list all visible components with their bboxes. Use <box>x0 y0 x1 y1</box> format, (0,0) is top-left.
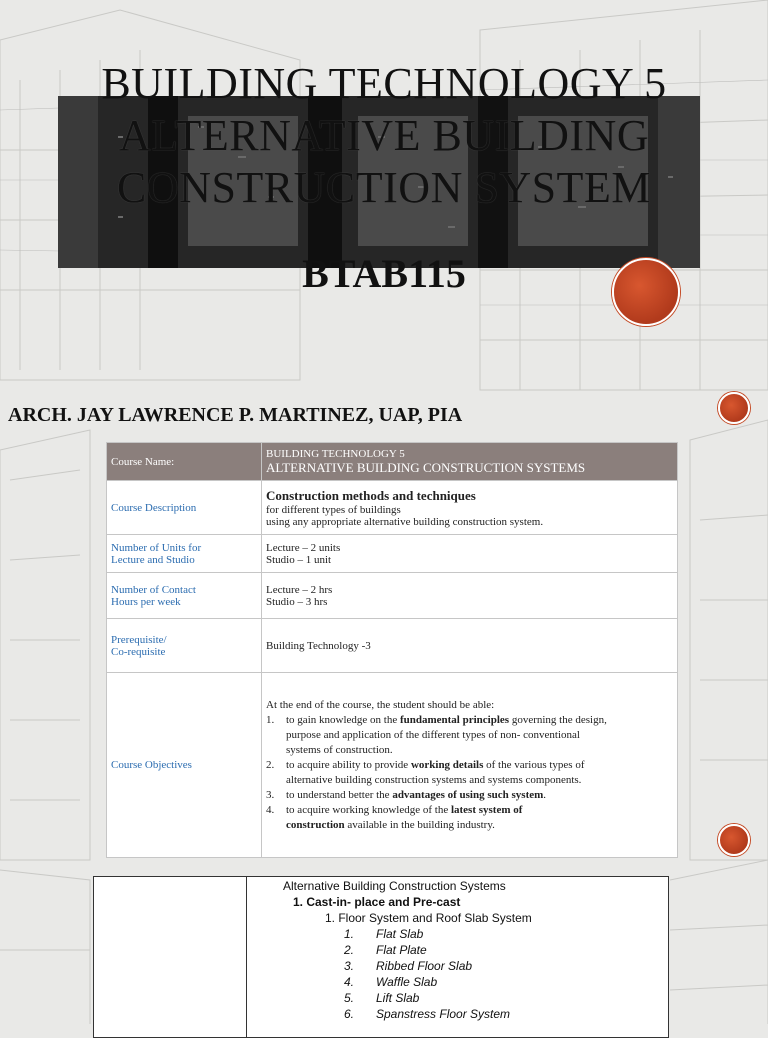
row-label: Course Name: <box>107 443 262 481</box>
empty-left-column <box>94 877 247 1037</box>
outline-item-label: Waffle Slab <box>376 975 438 989</box>
course-name-line-1: BUILDING TECHNOLOGY 5 <box>266 447 405 460</box>
decorative-circle-icon <box>612 258 680 326</box>
item-text: systems of construction. <box>286 743 393 756</box>
row-label <box>107 535 262 573</box>
row-label: Course Description <box>107 481 262 535</box>
decorative-circle-icon <box>718 392 750 424</box>
course-info-table <box>106 442 678 858</box>
title-line-2: ALTERNATIVE BUILDING <box>118 111 650 160</box>
outline-item-number: 3. <box>344 959 355 973</box>
item-number: 2. <box>266 758 275 771</box>
description-line: using any appropriate alternative building construction system. <box>266 515 544 528</box>
item-text: purpose and application of the different types of non- conventional <box>286 728 580 741</box>
outline-item-number: 6. <box>344 1007 355 1021</box>
item-text: of the various types of <box>483 758 585 771</box>
outline-item-label: Flat Plate <box>376 943 427 957</box>
description-line: for different types of buildings <box>266 503 401 516</box>
objectives-intro: At the end of the course, the student should be able: <box>266 698 495 711</box>
item-bold-text: latest system of <box>450 803 523 816</box>
outline-item-label: Lift Slab <box>376 991 420 1005</box>
course-description-value <box>262 481 678 535</box>
title-slide <box>0 0 768 395</box>
title-line-1: BUILDING TECHNOLOGY 5 <box>101 59 667 108</box>
outline-item-number: 2. <box>344 943 355 957</box>
value-line: Lecture – 2 units <box>266 541 341 554</box>
decorative-circle-icon <box>718 824 750 856</box>
item-text: available in the building industry. <box>344 818 495 831</box>
outline-subsection: 1. Floor System and Roof Slab System <box>325 911 532 925</box>
construction-systems-table <box>93 876 669 1038</box>
table-row <box>107 619 678 673</box>
objectives-list <box>266 713 673 833</box>
item-text: governing the design, <box>509 713 607 726</box>
title-line-3: CONSTRUCTION SYSTEM <box>117 163 651 212</box>
item-number: 4. <box>266 803 275 816</box>
table-row <box>107 673 678 858</box>
label-line: Co-requisite <box>111 645 166 658</box>
hours-value <box>262 573 678 619</box>
prerequisite-value: Building Technology -3 <box>262 619 678 673</box>
item-bold-text: advantages of using such system <box>392 788 544 801</box>
course-name-value <box>262 443 678 481</box>
item-bold-text: construction <box>286 818 345 831</box>
label-line: Lecture and Studio <box>111 553 195 566</box>
list-item <box>266 758 673 788</box>
outline-item-number: 1. <box>344 927 355 941</box>
value-line: Studio – 1 unit <box>266 553 332 566</box>
table-row <box>107 481 678 535</box>
outline-item-label: Flat Slab <box>376 927 424 941</box>
item-text: to acquire working knowledge of the <box>286 803 451 816</box>
description-heading: Construction methods and techniques <box>266 487 476 503</box>
table-row <box>107 535 678 573</box>
outline-item-number: 4. <box>344 975 355 989</box>
units-value <box>262 535 678 573</box>
outline-heading: Alternative Building Construction Systems <box>283 879 506 893</box>
item-text: alternative building construction systems and systems components. <box>286 773 582 786</box>
list-item <box>266 788 673 803</box>
label-line: Prerequisite/ <box>111 633 167 646</box>
table-row <box>107 443 678 481</box>
row-label <box>107 619 262 673</box>
item-text: to understand better the <box>286 788 393 801</box>
outline-section: 1. Cast-in- place and Pre-cast <box>293 895 461 909</box>
item-number: 1. <box>266 713 275 726</box>
item-text: to acquire ability to provide <box>286 758 411 771</box>
course-code: BTAB115 <box>302 251 466 296</box>
outline-item-label: Spanstress Floor System <box>376 1007 511 1021</box>
outline-item-number: 5. <box>344 991 355 1005</box>
list-item <box>266 803 673 833</box>
value-line: Lecture – 2 hrs <box>266 583 333 596</box>
value-line: Studio – 3 hrs <box>266 595 328 608</box>
list-item <box>266 713 673 758</box>
item-number: 3. <box>266 788 275 801</box>
outline-item-label: Ribbed Floor Slab <box>376 959 473 973</box>
item-text: to gain knowledge on the <box>286 713 400 726</box>
objectives-value <box>262 673 678 858</box>
item-bold-text: working details <box>410 758 484 771</box>
label-line: Hours per week <box>111 595 181 608</box>
row-label: Course Objectives <box>107 673 262 858</box>
label-line: Number of Contact <box>111 583 196 596</box>
presenter-name: ARCH. JAY LAWRENCE P. MARTINEZ, UAP, PIA <box>8 404 463 426</box>
row-label <box>107 573 262 619</box>
item-text: . <box>543 788 547 801</box>
table-row <box>107 573 678 619</box>
slide-title <box>0 58 768 214</box>
course-name-line-2: ALTERNATIVE BUILDING CONSTRUCTION SYSTEMS <box>266 459 586 475</box>
label-line: Number of Units for <box>111 541 202 554</box>
item-bold-text: fundamental principles <box>399 713 510 726</box>
